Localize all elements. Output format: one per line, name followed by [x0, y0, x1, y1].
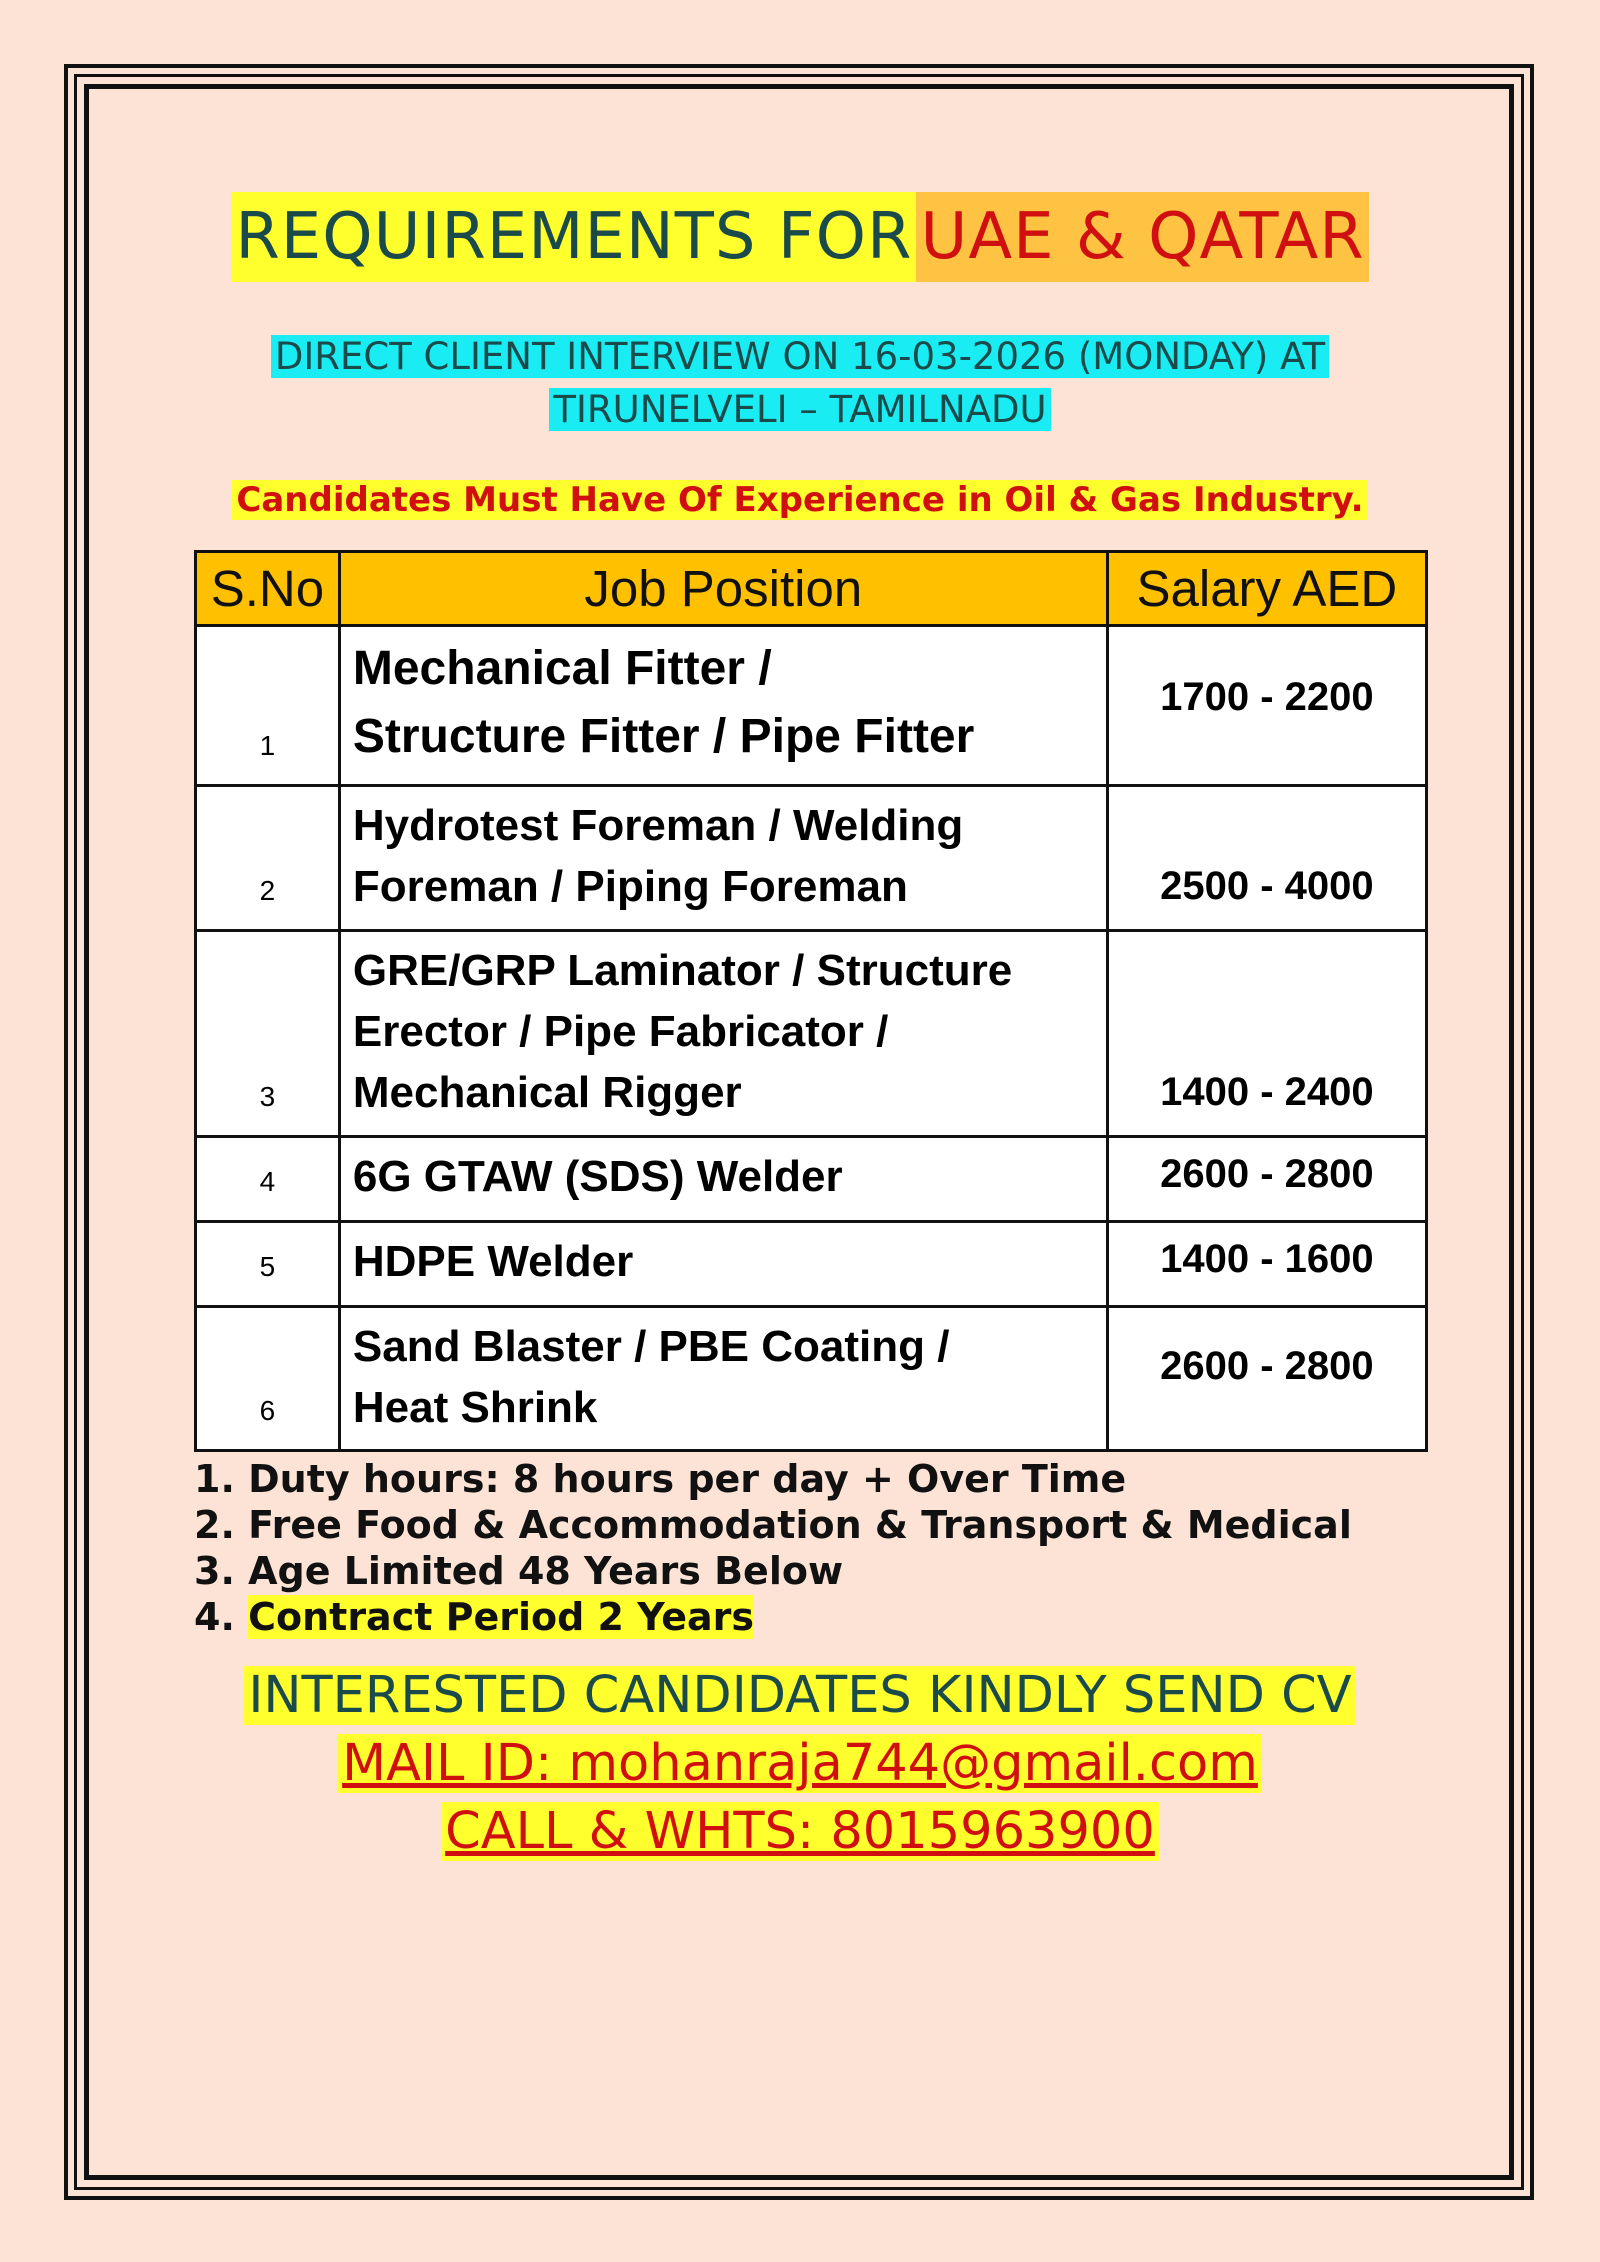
header-job-position: Job Position	[339, 552, 1107, 626]
table-row	[196, 1222, 1427, 1307]
table-row	[196, 626, 1427, 786]
condition-text: Duty hours: 8 hours per day + Over Time	[248, 1457, 1127, 1501]
condition-item	[194, 1456, 1352, 1502]
condition-item	[194, 1548, 1352, 1594]
condition-text: Free Food & Accommodation & Transport & Medical	[248, 1503, 1352, 1547]
interview-line-location: TIRUNELVELI – TAMILNADU	[549, 388, 1050, 431]
row-job-position	[339, 1137, 1107, 1222]
row-salary: 2600 - 2800	[1107, 1307, 1426, 1451]
job-position-line: Foreman / Piping Foreman	[352, 862, 908, 911]
condition-number: 4.	[194, 1595, 249, 1639]
interview-notice	[0, 330, 1600, 436]
condition-item	[194, 1502, 1352, 1548]
cta-send-cv: INTERESTED CANDIDATES KINDLY SEND CV	[244, 1666, 1355, 1725]
row-salary: 2500 - 4000	[1107, 786, 1426, 931]
row-salary: 2600 - 2800	[1107, 1137, 1426, 1222]
condition-item	[194, 1594, 1352, 1640]
cta-phone-link[interactable]: CALL & WHTS: 8015963900	[441, 1802, 1159, 1861]
row-salary: 1700 - 2200	[1107, 626, 1426, 786]
row-job-position	[339, 626, 1107, 786]
row-sno: 6	[196, 1307, 340, 1451]
job-position-line: Sand Blaster / PBE Coating /	[352, 1322, 950, 1371]
experience-note	[0, 476, 1600, 524]
job-table	[194, 550, 1428, 1452]
table-header-row	[196, 552, 1427, 626]
row-job-position	[339, 1307, 1107, 1451]
header-salary: Salary AED	[1107, 552, 1426, 626]
row-job-position	[339, 1222, 1107, 1307]
job-position-line: HDPE Welder	[352, 1237, 634, 1286]
row-sno: 2	[196, 786, 340, 931]
job-position-line: Structure Fitter / Pipe Fitter	[352, 710, 975, 763]
interview-line-date: DIRECT CLIENT INTERVIEW ON 16-03-2026 (MONDAY) AT	[271, 335, 1329, 378]
condition-number: 1.	[194, 1457, 249, 1501]
job-position-line: Mechanical Fitter /	[352, 642, 772, 695]
conditions-list	[194, 1456, 1352, 1640]
job-position-line: Mechanical Rigger	[352, 1068, 742, 1117]
table-row	[196, 786, 1427, 931]
title-part-requirements: REQUIREMENTS FOR	[231, 192, 916, 282]
row-sno: 4	[196, 1137, 340, 1222]
call-to-action	[0, 1662, 1600, 1866]
job-position-line: Erector / Pipe Fabricator /	[352, 1007, 889, 1056]
row-sno: 5	[196, 1222, 340, 1307]
cta-mail-link[interactable]: MAIL ID: mohanraja744@gmail.com	[338, 1734, 1262, 1793]
job-position-line: 6G GTAW (SDS) Welder	[352, 1152, 843, 1201]
condition-number: 2.	[194, 1503, 249, 1547]
job-position-line: Hydrotest Foreman / Welding	[352, 801, 964, 850]
table-row	[196, 1307, 1427, 1451]
job-position-line: Heat Shrink	[352, 1383, 598, 1432]
header-sno: S.No	[196, 552, 340, 626]
row-salary: 1400 - 2400	[1107, 931, 1426, 1137]
row-job-position	[339, 931, 1107, 1137]
condition-text-highlighted: Contract Period 2 Years	[248, 1595, 755, 1639]
experience-note-text: Candidates Must Have Of Experience in Oil & Gas Industry.	[232, 480, 1367, 520]
title-part-countries: UAE & QATAR	[916, 192, 1368, 282]
page-title	[0, 192, 1600, 282]
row-sno: 3	[196, 931, 340, 1137]
job-position-line: GRE/GRP Laminator / Structure	[352, 946, 1013, 995]
row-salary: 1400 - 1600	[1107, 1222, 1426, 1307]
row-sno: 1	[196, 626, 340, 786]
table-row	[196, 931, 1427, 1137]
table-row	[196, 1137, 1427, 1222]
condition-number: 3.	[194, 1549, 249, 1593]
row-job-position	[339, 786, 1107, 931]
condition-text: Age Limited 48 Years Below	[248, 1549, 844, 1593]
